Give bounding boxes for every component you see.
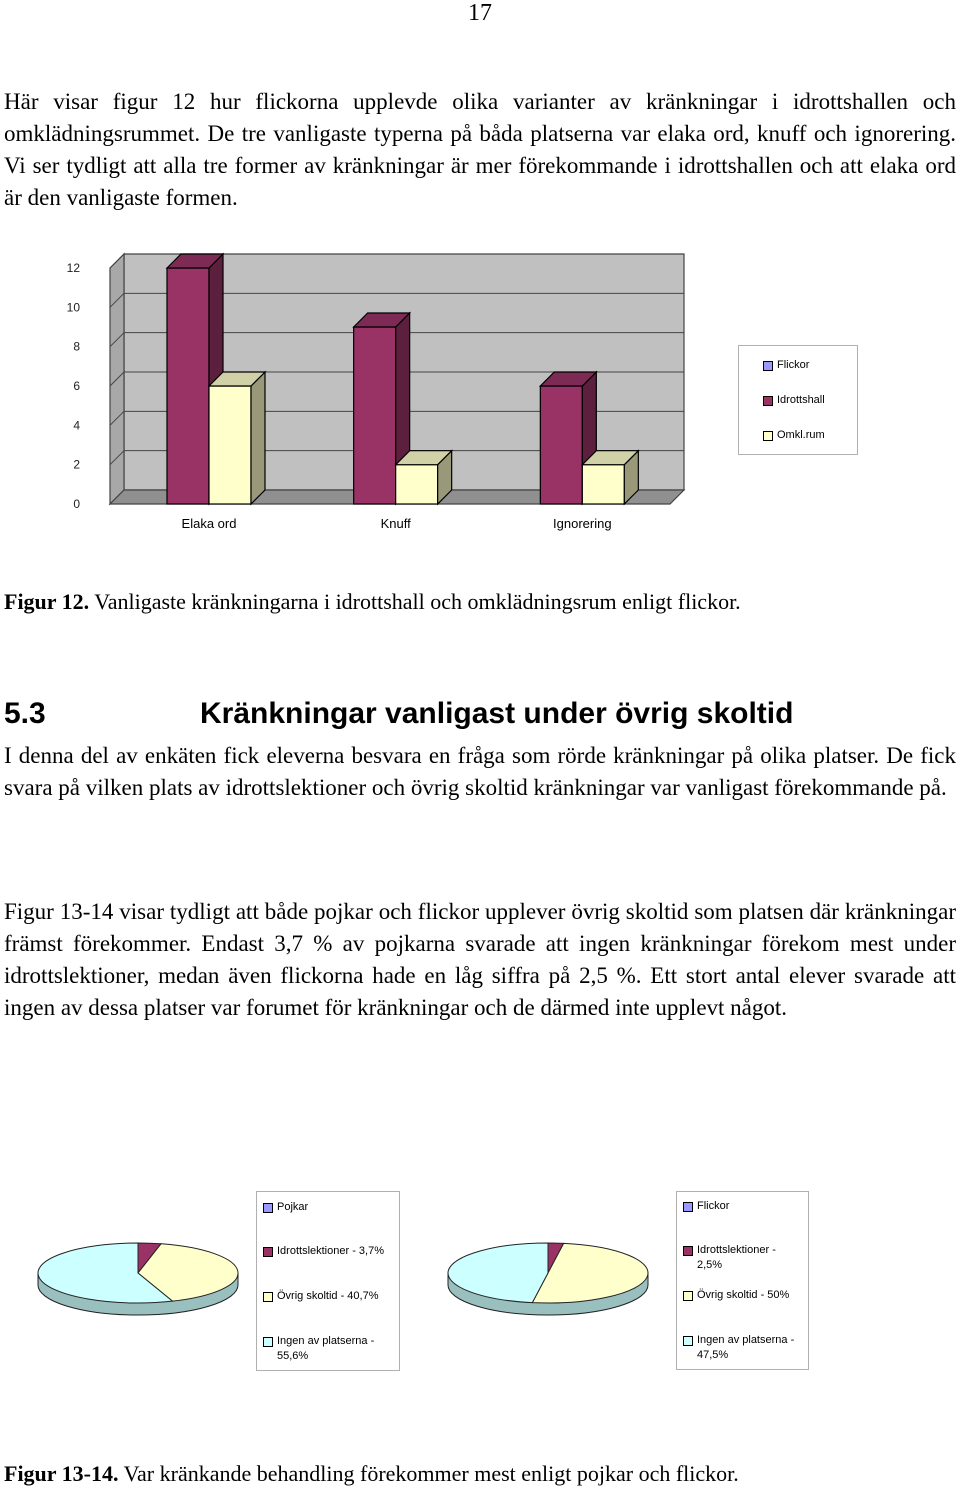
- intro-paragraph: Här visar figur 12 hur flickorna upplevde olika varianter av kränkningar i idrottshallen och omklädningsrummet. De tre vanligaste typerna på båda platserna var elaka ord, knuff och ignorering. Vi ser tydligt att alla tre former av kränkningar är mer förekommande i idrottshallen och att elaka ord är den vanligaste formen.: [4, 89, 956, 210]
- figure-12-caption: [4, 588, 741, 616]
- y-tick-label: 4: [73, 418, 80, 433]
- pie-pojkar-legend-item-1: [263, 1244, 393, 1259]
- legend-swatch-idrottshall: [763, 396, 773, 406]
- pie-flickor-legend-item-3: [683, 1333, 803, 1363]
- section-paragraph-2: Figur 13-14 visar tydligt att både pojkar och flickor upplever övrig skoltid som platsen där kränkningar främst förekommer. Endast 3,7 % av pojkarna svarade att ingen kränkningar förekom mest under idrottslektioner, medan även flickorna hade en låg siffra på 2,5 %. Ett stort antal elever svarade att ingen av dessa platser var forumet för kränkningar och de därmed inte upplevt något.: [4, 899, 956, 1020]
- pie-legend-pojkar: [256, 1191, 400, 1371]
- legend-label-ingen: Ingen av platserna - 55,6%: [277, 1335, 375, 1362]
- legend-label-idrottshall: Idrottshall: [777, 394, 825, 406]
- section-heading: [4, 696, 956, 732]
- legend-label-flickor-pie: Flickor: [697, 1200, 730, 1212]
- x-tick-label: Elaka ord: [181, 516, 237, 531]
- pie-pojkar-legend-title: [263, 1200, 393, 1215]
- bar: [396, 465, 438, 504]
- legend-swatch-pojkar: [263, 1203, 273, 1213]
- legend-label-pojkar: Pojkar: [277, 1201, 309, 1213]
- pie-chart-flickor: [440, 1235, 680, 1325]
- figure-13-14-label: Figur 13-14.: [4, 1461, 119, 1486]
- bar: [167, 268, 209, 504]
- pie-legend-flickor: [676, 1191, 809, 1370]
- x-tick-label: Knuff: [380, 516, 411, 531]
- legend-item-omklrum: [763, 428, 825, 443]
- legend-swatch-ovrig-skoltid: [263, 1292, 273, 1302]
- legend-swatch-flickor: [763, 361, 773, 371]
- pie-pojkar-legend-item-3: [263, 1334, 393, 1364]
- legend-item-title: [763, 358, 809, 373]
- bar-side: [251, 372, 265, 504]
- legend-swatch-idrottslektioner-f: [683, 1246, 693, 1256]
- pie-flickor-legend-title: [683, 1199, 803, 1214]
- figure-13-14-caption: [4, 1460, 739, 1488]
- section-number: 5.3: [4, 697, 46, 730]
- bar: [209, 386, 251, 504]
- y-tick-label: 12: [66, 261, 80, 275]
- legend-label-idrottslektioner: Idrottslektioner - 3,7%: [277, 1245, 384, 1257]
- pie-flickor-legend-item-2: [683, 1288, 803, 1303]
- bar: [354, 327, 396, 504]
- y-tick-label: 2: [73, 457, 80, 472]
- y-tick-label: 6: [73, 379, 80, 393]
- y-tick-label: 8: [73, 339, 80, 354]
- y-tick-label: 10: [66, 300, 80, 315]
- section-title: Kränkningar vanligast under övrig skoltid: [200, 697, 794, 730]
- figure-12-text: Vanligaste kränkningarna i idrottshall och omklädningsrum enligt flickor.: [89, 589, 741, 614]
- legend-swatch-idrottslektioner: [263, 1247, 273, 1257]
- figure-12-label: Figur 12.: [4, 589, 90, 614]
- pie-pojkar-legend-item-2: [263, 1289, 393, 1304]
- legend-label-idrottslektioner-f: Idrottslektioner - 2,5%: [697, 1244, 776, 1271]
- legend-swatch-flickor-pie: [683, 1202, 693, 1212]
- legend-swatch-ingen-f: [683, 1336, 693, 1346]
- figure-13-14-text: Var kränkande behandling förekommer mest enligt pojkar och flickor.: [118, 1461, 739, 1486]
- section-paragraph-1: I denna del av enkäten fick eleverna besvara en fråga som rörde kränkningar på olika platser. De fick svara på vilken plats av idrottslektioner och övrig skoltid kränkningar var vanligast förekommande på.: [4, 743, 956, 800]
- legend-label-ingen-f: Ingen av platserna - 47,5%: [697, 1334, 795, 1361]
- legend-swatch-omklrum: [763, 431, 773, 441]
- legend-label-ovrig-skoltid-f: Övrig skoltid - 50%: [697, 1289, 790, 1301]
- legend-label-omklrum: Omkl.rum: [777, 429, 825, 441]
- pie-flickor-legend-item-1: [683, 1243, 803, 1273]
- legend-swatch-ingen: [263, 1337, 273, 1347]
- y-tick-label: 0: [73, 497, 80, 511]
- legend-item-idrottshall: [763, 393, 825, 408]
- x-tick-label: Ignorering: [553, 516, 612, 531]
- legend-swatch-ovrig-skoltid-f: [683, 1291, 693, 1301]
- page-number: 17: [468, 0, 492, 26]
- bar: [582, 465, 624, 504]
- bar: [540, 386, 582, 504]
- legend-label-ovrig-skoltid: Övrig skoltid - 40,7%: [277, 1290, 379, 1302]
- legend-label-flickor: Flickor: [777, 359, 810, 371]
- pie-chart-pojkar: [30, 1235, 260, 1325]
- bar-chart-legend: [738, 345, 858, 455]
